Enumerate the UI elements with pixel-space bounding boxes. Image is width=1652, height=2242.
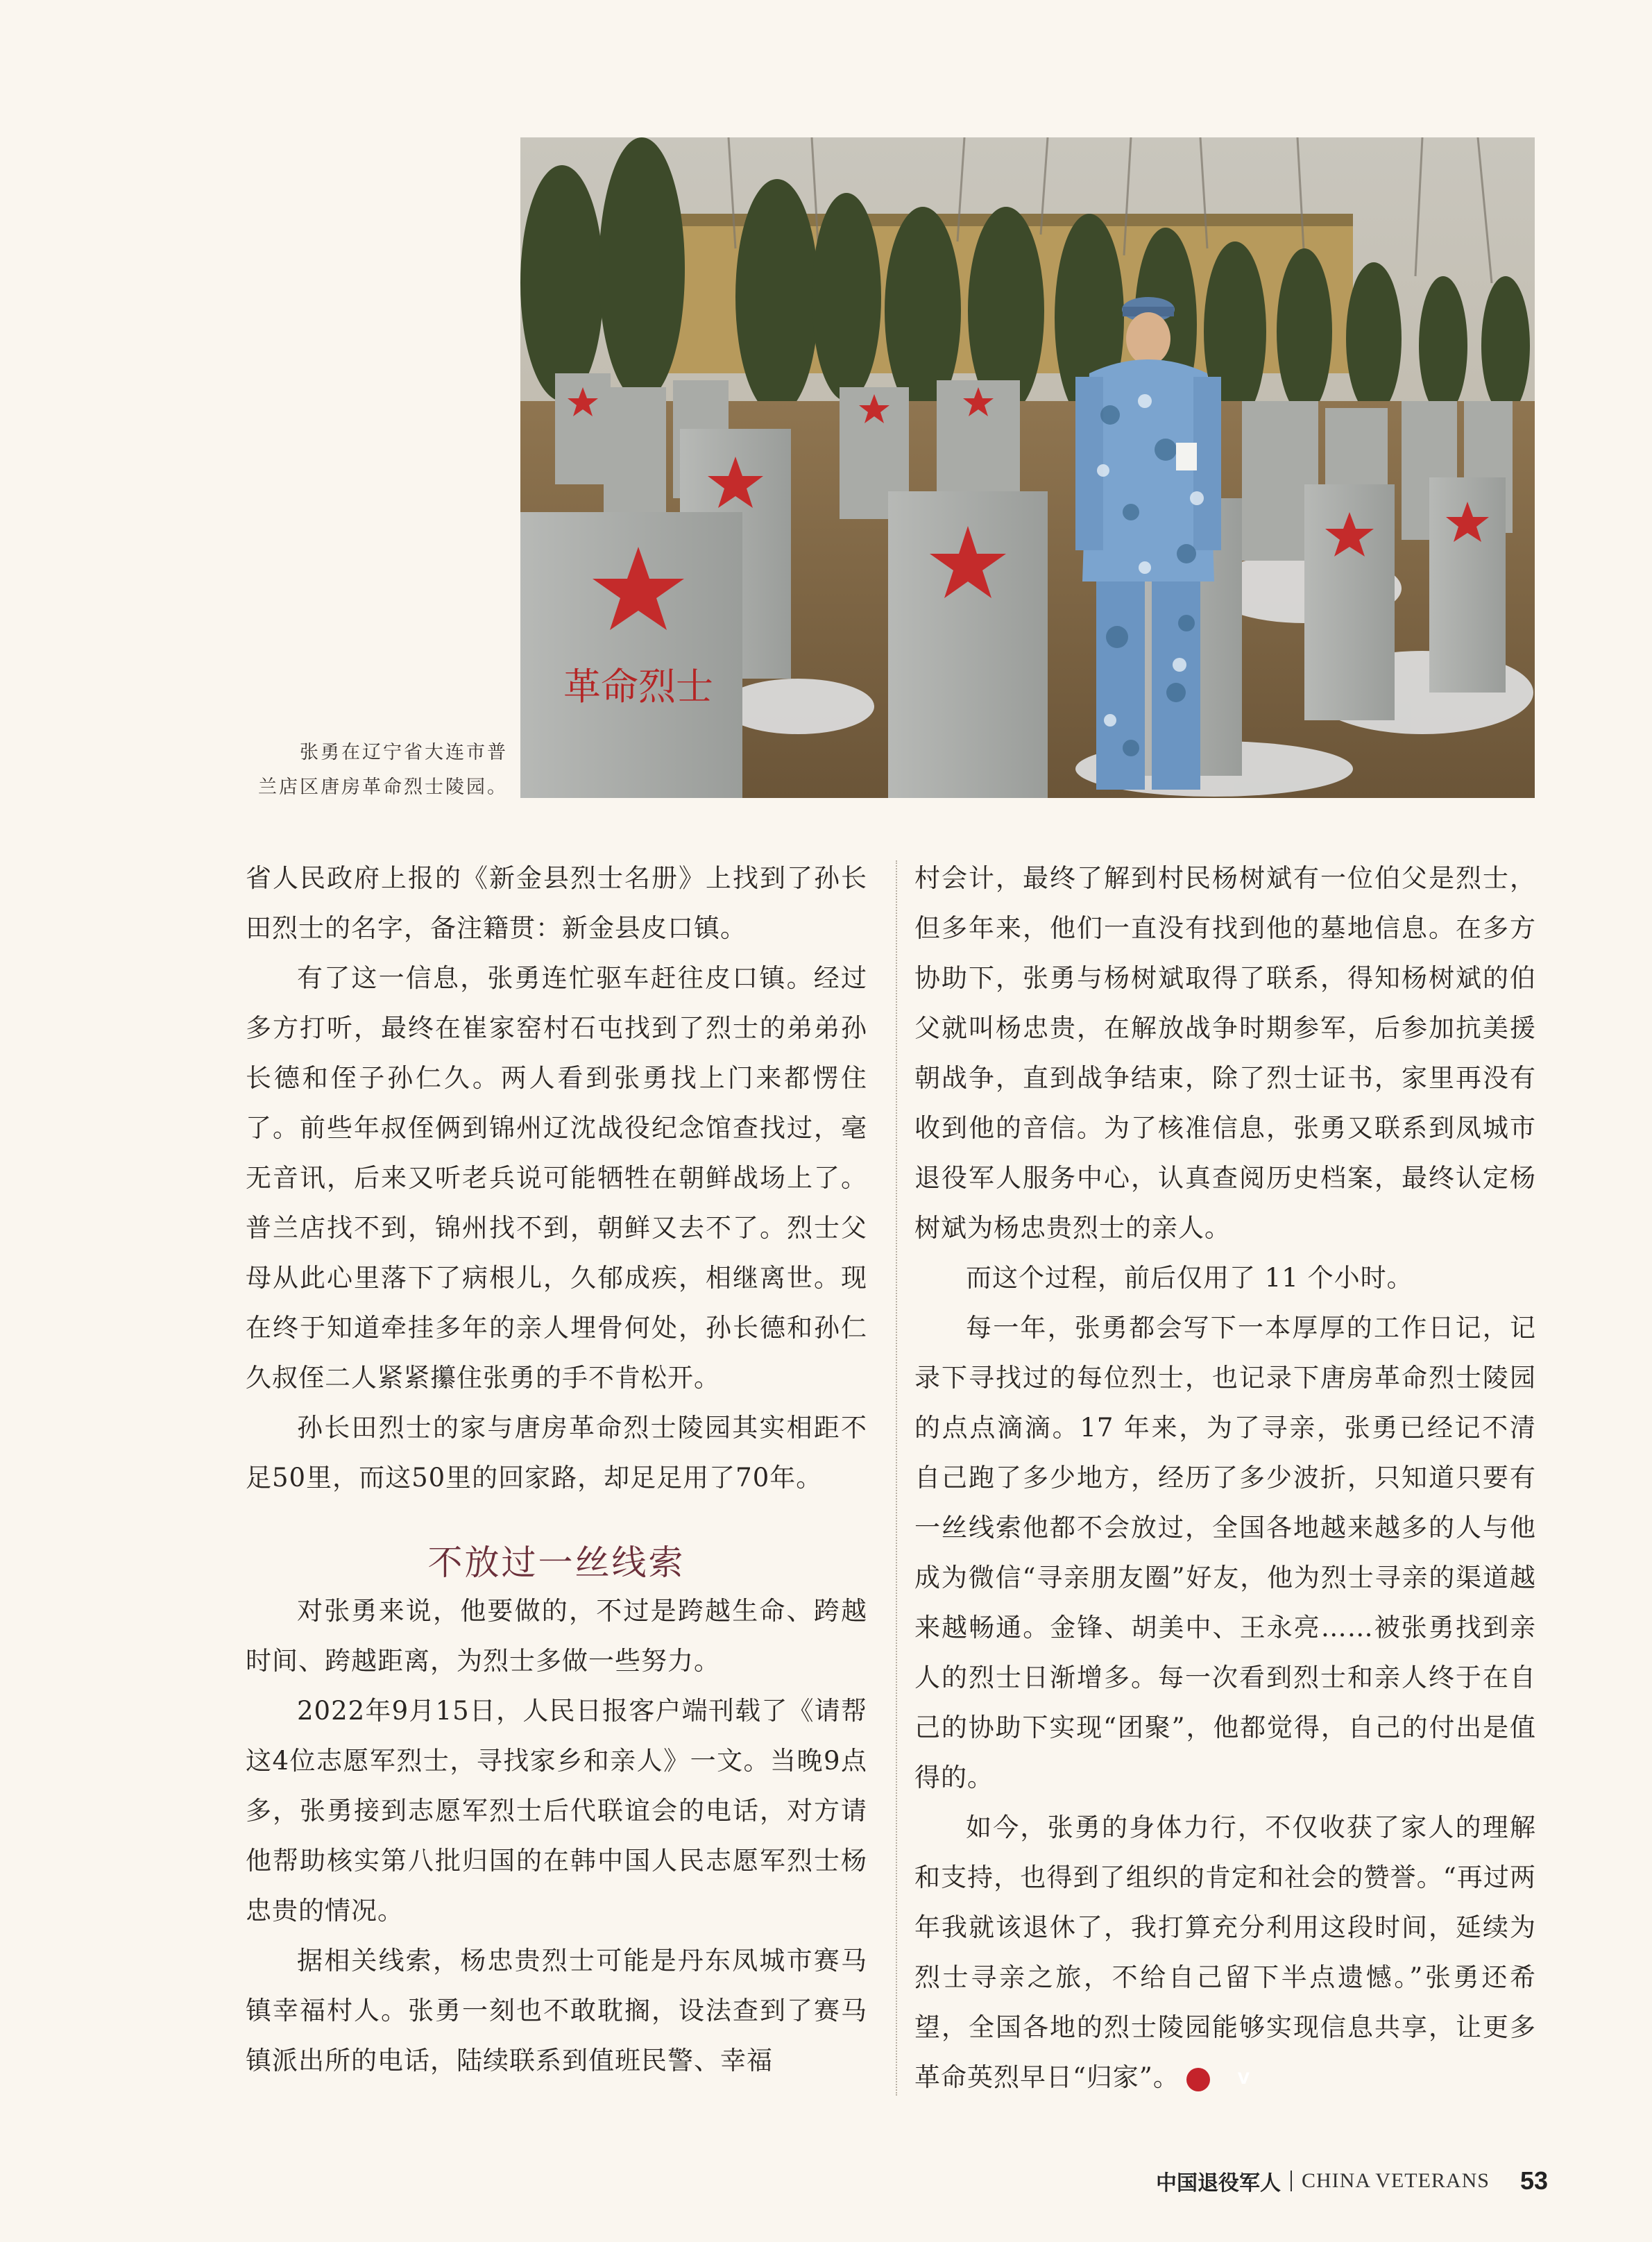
right-paragraph-4-text: 如今，张勇的身体力行，不仅收获了家人的理解和支持，也得到了组织的肯定和社会的赞誉。“再过两年我就该退休了，我打算充分利用这段时间，延续为烈士寻亲之旅，不给自己留下半点遗憾。”张勇还希望，全国各地的烈士陵园能够实现信息共享，让更多革命英烈早日“归家”。 <box>914 1812 1536 2092</box>
right-paragraph-1: 村会计，最终了解到村民杨树斌有一位伯父是烈士，但多年来，他们一直没有找到他的墓地信息。在多方协助下，张勇与杨树斌取得了联系，得知杨树斌的伯父就叫杨忠贵，在解放战争时期参军，后参加抗美援朝战争，直到战争结束，除了烈士证书，家里再没有收到他的音信。为了核准信息，张勇又联系到凤城市退役军人服务中心，认真查阅历史档案，最终认定杨树斌为杨忠贵烈士的亲人。 <box>914 863 1536 1243</box>
left-paragraph-3: 孙长田烈士的家与唐房革命烈士陵园其实相距不足50里，而这50里的回家路，却足足用了70年。 <box>246 1413 867 1493</box>
right-column <box>914 854 1536 2103</box>
left-paragraph-1: 省人民政府上报的《新金县烈士名册》上找到了孙长田烈士的名字，备注籍贯：新金县皮口镇。 <box>246 863 867 943</box>
left-paragraph-2: 有了这一信息，张勇连忙驱车赶往皮口镇。经过多方打听，最终在崔家窑村石屯找到了烈士的弟弟孙长德和侄子孙仁久。两人看到张勇找上门来都愣住了。前些年叔侄俩到锦州辽沈战役纪念馆查找过，毫无音讯，后来又听老兵说可能牺牲在朝鲜战场上了。普兰店找不到，锦州找不到，朝鲜又去不了。烈士父母从此心里落下了病根儿，久郁成疾，相继离世。现在终于知道牵挂多年的亲人埋骨何处，孙长德和孙仁久叔侄二人紧紧攥住张勇的手不肯松开。 <box>246 963 867 1393</box>
tombstone-inscription-left: 革命烈士 <box>563 665 713 708</box>
page-footer <box>1156 2164 1548 2198</box>
left-paragraph-6: 据相关线索，杨忠贵烈士可能是丹东凤城市赛马镇幸福村人。张勇一刻也不敢耽搁，设法查到了赛马镇派出所的电话，陆续联系到值班民警、幸福 <box>246 1946 867 2075</box>
cemetery-photo-illustration <box>520 137 1535 798</box>
right-paragraph-3: 每一年，张勇都会写下一本厚厚的工作日记，记录下寻找过的每位烈士，也记录下唐房革命烈士陵园的点点滴滴。17 年来，为了寻亲，张勇已经记不清自己跑了多少地方，经历了多少波折，只知道只要有一丝线索他都不会放过，全国各地越来越多的人与他成为微信“寻亲朋友圈”好友，他为烈士寻亲的渠道越来越畅通。金锋、胡美中、王永亮……被张勇找到亲人的烈士日渐增多。每一次看到烈士和亲人终于在自己的协助下实现“团聚”，他都觉得，自己的付出是值得的。 <box>914 1313 1536 1792</box>
caption-line-1: 张勇在辽宁省大连市普 <box>300 742 508 763</box>
right-paragraph-4 <box>914 1803 1536 2103</box>
section-heading: 不放过一丝线索 <box>427 1543 686 1583</box>
caption-line-2: 兰店区唐房革命烈士陵园。 <box>258 776 508 798</box>
article-end-icon: V <box>1186 2068 1210 2091</box>
column-divider <box>896 860 897 2096</box>
footer-separator <box>1291 2171 1292 2191</box>
right-paragraph-2: 而这个过程，前后仅用了 11 个小时。 <box>966 1263 1413 1293</box>
magazine-name-cn: 中国退役军人 <box>1155 2171 1281 2196</box>
left-paragraph-5: 2022年9月15日，人民日报客户端刊载了《请帮这4位志愿军烈士，寻找家乡和亲人》一文。当晚9点多，张勇接到志愿军烈士后代联谊会的电话，对方请他帮助核实第八批归国的在韩中国人民志愿军烈士杨忠贵的情况。 <box>246 1696 867 1926</box>
magazine-name-en: CHINA VETERANS <box>1301 2169 1490 2192</box>
photo-caption <box>244 736 508 805</box>
left-paragraph-4: 对张勇来说，他要做的，不过是跨越生命、跨越时间、跨越距离，为烈士多做一些努力。 <box>246 1596 867 1676</box>
left-column <box>246 854 867 2086</box>
article-photo <box>520 137 1535 798</box>
page-number: 53 <box>1519 2166 1548 2195</box>
